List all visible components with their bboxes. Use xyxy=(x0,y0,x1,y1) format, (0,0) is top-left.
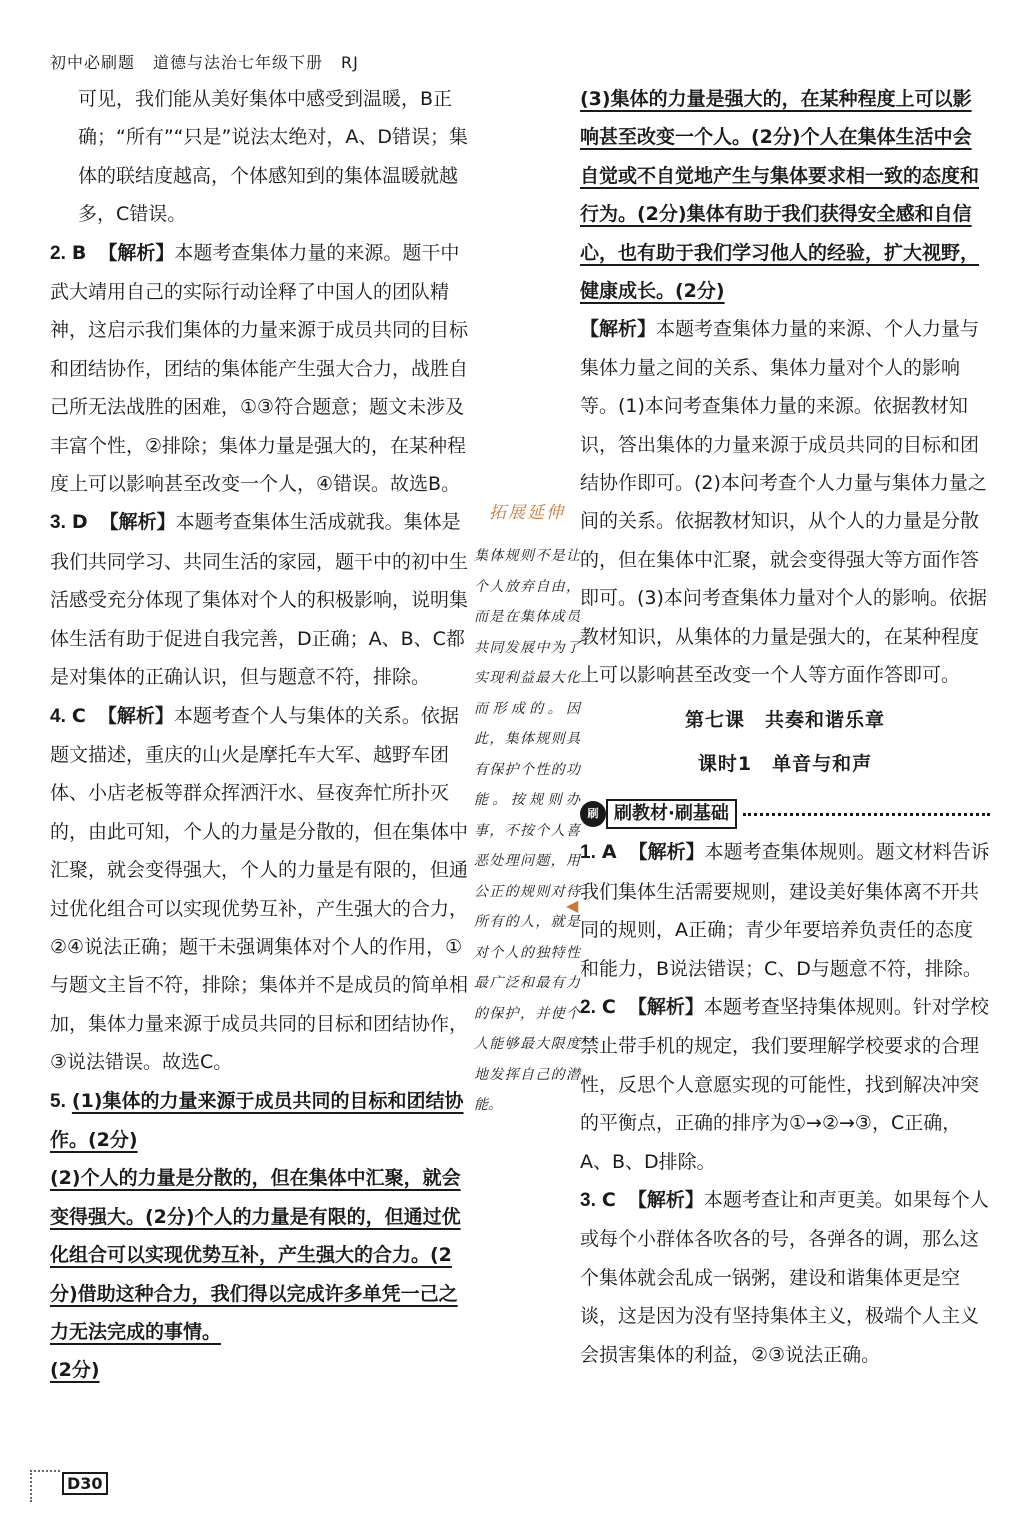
answer-letter: C xyxy=(601,995,616,1018)
answer-part-text: (3)集体的力量是强大的，在某种程度上可以影响甚至改变一个人。(2分)个人在集体生活中会自觉或不自觉地产生与集体要求相一致的态度和行为。(2分)集体有助于我们获得安全感和自信心，也有助于我们学习他人的经验，扩大视野，健康成长。(2分) xyxy=(580,88,980,303)
subject-title: 道德与法治七年级下册 xyxy=(153,53,324,72)
book-title: 初中必刷题 xyxy=(50,53,136,72)
lesson-title: 第七课 共奏和谐乐章 xyxy=(684,708,885,731)
page-header xyxy=(50,50,377,73)
analysis-text: 本题考查集体力量的来源、个人力量与集体力量之间的关系、集体力量对个人的影响等。(1)本问考查集体力量的来源。依据教材知识，答出集体的力量来源于成员共同的目标和团结协作即可。(2)本问考查个人力量与集体力量之间的关系。依据教材知识，从个人的力量是分散的，但在集体中汇聚，就会变得强大等方面作答即可。(3)本问考查集体力量对个人的影响。依据教材知识，从集体的力量是强大的，在某种程度上可以影响甚至改变一个人等方面作答即可。 xyxy=(580,318,987,687)
answer-3 xyxy=(50,503,470,696)
answer-part-2: (2)个人的力量是分散的，但在集体中汇聚，就会变得强大。(2分)个人的力量是有限的，但通过优化组合可以实现优势互补，产生强大的合力。(2分)借助这种合力，我们得以完成许多单凭一己之力无法完成的事情。 xyxy=(50,1167,461,1343)
left-column xyxy=(50,80,470,1390)
period-title: 课时1 单音与和声 xyxy=(697,752,873,775)
answer-5-part-3 xyxy=(580,80,990,310)
analysis-text: 本题考查让和声更美。如果每个人或每个小群体各吹各的号，各弹各的调，那么这个集体就会乱成一锅粥，建设和谐集体更是空谈，这是因为没有坚持集体主义，极端个人主义会损害集体的利益，②③说法正确。 xyxy=(580,1188,989,1366)
answer-r3 xyxy=(580,1181,990,1374)
analysis-text: 本题考查个人与集体的关系。依据题文描述，重庆的山火是摩托车大军、越野车团体、小店老板等群众挥洒汗水、昼夜奔忙所扑灭的，由此可知，个人的力量是分散的，但在集体中汇聚，就会变得强大，个人的力量是有限的，但通过优化组合可以实现优势互补，产生强大的合力，②④说法正确；题干未强调集体对个人的作用，①与题文主旨不符，排除；集体并不是成员的简单相加，集体力量来源于成员共同的目标和团结协作，③说法错误。故选C。 xyxy=(50,704,469,1074)
answer-letter: B xyxy=(71,241,87,264)
answer-letter: C xyxy=(71,704,86,727)
right-column xyxy=(580,80,990,1374)
analysis-tag: 【解析】 xyxy=(99,511,176,534)
answer-letter: D xyxy=(71,511,88,534)
corner-mark xyxy=(30,1470,60,1502)
analysis-tag: 【解析】 xyxy=(580,318,657,341)
analysis-tag: 【解析】 xyxy=(627,1188,704,1211)
analysis-text: 本题考查集体生活成就我。集体是我们共同学习、共同生活的家园，题干中的初中生活感受充分体现了集体对个人的积极影响，说明集体生活有助于促进自我完善，D正确；A、B、C都是对集体的正确认识，但与题意不符，排除。 xyxy=(50,511,469,689)
question-number: 5. xyxy=(50,1090,66,1112)
sidebar-title: 拓展延伸 xyxy=(489,503,565,523)
page-number: D30 xyxy=(62,1472,108,1495)
answer-r1 xyxy=(580,833,990,988)
analysis-tag: 【解析】 xyxy=(627,995,704,1018)
brush-icon: 刷 xyxy=(580,801,606,827)
answer-part-1: (1)集体的力量来源于成员共同的目标和团结协作。(2分) xyxy=(50,1089,464,1151)
question-number: 3. xyxy=(50,512,66,534)
banner-label: 刷教材·刷基础 xyxy=(606,799,737,829)
analysis-tag: 【解析】 xyxy=(97,704,174,727)
answer-r2 xyxy=(580,988,990,1181)
question-number: 2. xyxy=(580,996,596,1018)
question-number: 1. xyxy=(580,842,596,864)
answer-5 xyxy=(50,1082,470,1390)
sidebar-text: 集体规则不是让个人放弃自由，而是在集体成员共同发展中为了实现利益最大化而形成的。因此，集体规则具有保护个性的功能。按规则办事，不按个人喜恶处理问题，用公正的规则对待所有的人，就是对个人的独特性最广泛和最有力的保护，并使个人能够最大限度地发挥自己的潜能。 xyxy=(474,548,580,1113)
question-number: 2. xyxy=(50,242,66,264)
question-number: 4. xyxy=(50,705,66,727)
dotted-divider xyxy=(743,813,990,816)
answer-4 xyxy=(50,697,470,1082)
answer-letter: A xyxy=(601,841,617,864)
analysis-text: 本题考查集体力量的来源。题干中武大靖用自己的实际行动诠释了中国人的团队精神，这启示我们集体的力量来源于成员共同的目标和团结协作，团结的集体能产生强大合力，战胜自己所无法战胜的困难，①③符合题意；题文未涉及丰富个性，②排除；集体力量是强大的，在某种程度上可以影响甚至改变一个人，④错误。故选B。 xyxy=(50,241,469,496)
answer-2 xyxy=(50,234,470,504)
analysis-text: 本题考查坚持集体规则。针对学校禁止带手机的规定，我们要理解学校要求的合理性，反思个人意愿实现的可能性，找到解决冲突的平衡点，正确的排序为①→②→③，C正确，A、B、D排除。 xyxy=(580,995,989,1173)
continued-text: 可见，我们能从美好集体中感受到温暖，B正确；“所有”“只是”说法太绝对，A、D错误；集体的联结度越高，个体感知到的集体温暖就越多，C错误。 xyxy=(78,88,469,226)
edition-label: RJ xyxy=(341,53,359,72)
pointer-arrow-icon: ◀ xyxy=(566,896,579,915)
extension-sidebar xyxy=(474,498,580,1121)
question-number: 3. xyxy=(580,1189,596,1211)
section-banner xyxy=(580,799,990,829)
analysis-text: 本题考查集体规则。题文材料告诉我们集体生活需要规则，建设美好集体离不开共同的规则，A正确；青少年要培养负责任的态度和能力，B说法错误；C、D与题意不符，排除。 xyxy=(580,841,990,980)
answer-part-3: (2分) xyxy=(50,1359,100,1382)
analysis-tag: 【解析】 xyxy=(98,241,175,264)
analysis-tag: 【解析】 xyxy=(628,841,705,864)
answer-letter: C xyxy=(601,1188,616,1211)
answer-5-analysis xyxy=(580,310,990,694)
